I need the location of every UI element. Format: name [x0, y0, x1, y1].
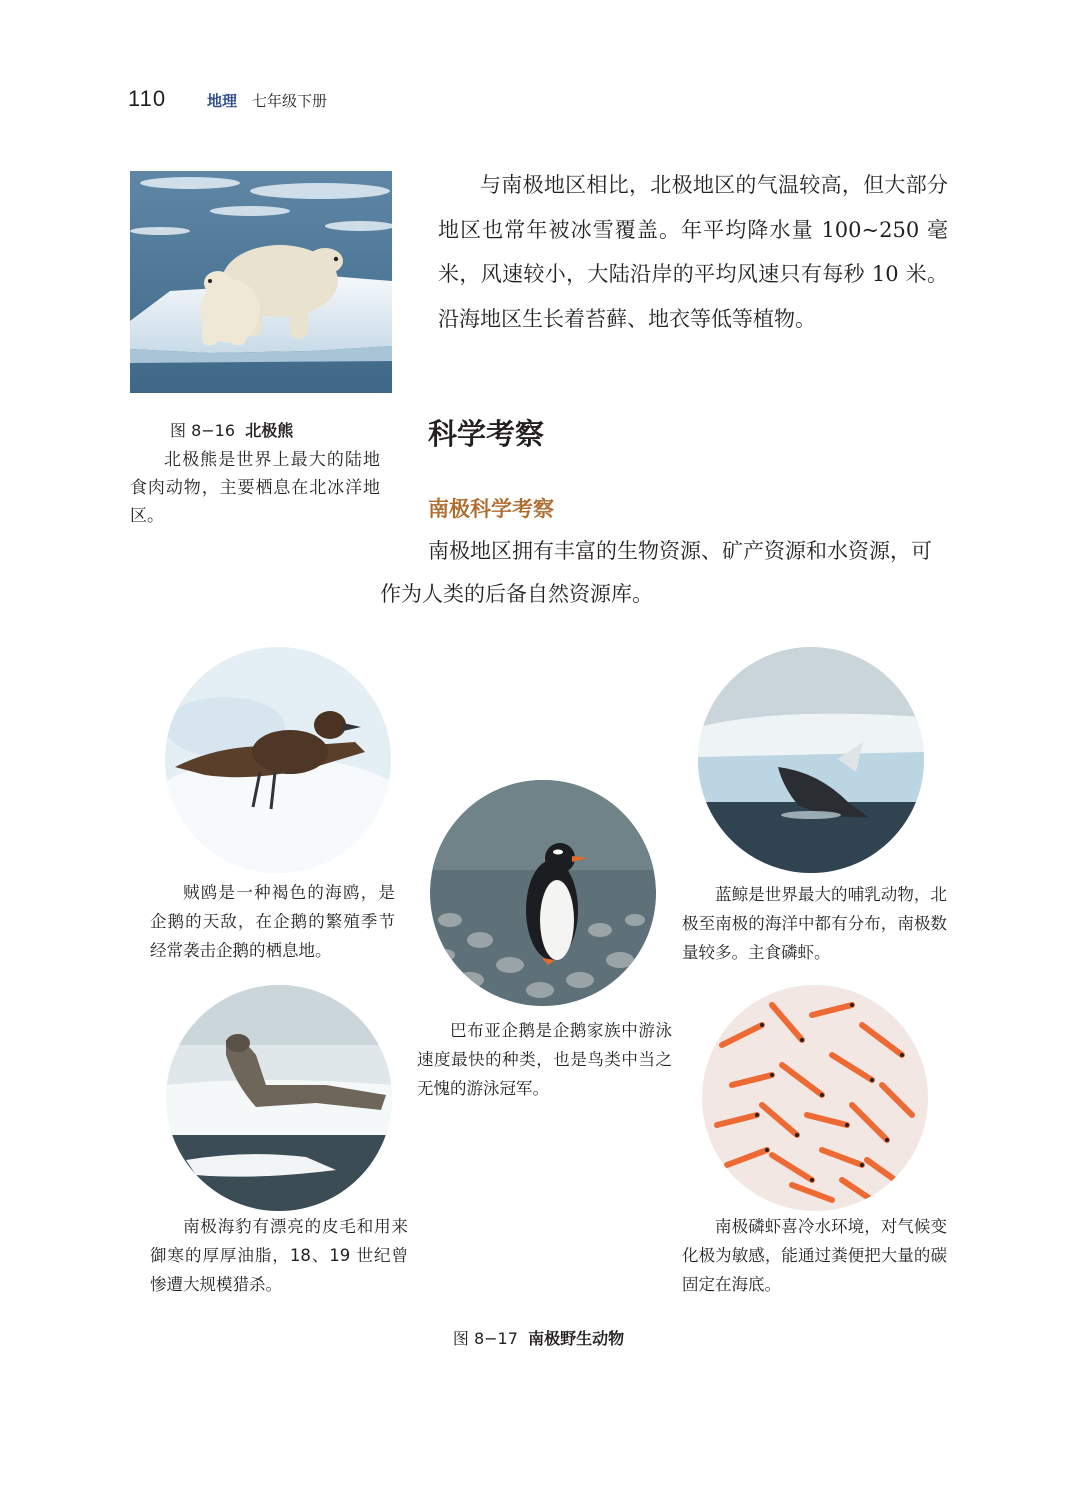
figure-8-17-label — [0, 1326, 1077, 1349]
book-subject: 地理 — [207, 92, 238, 110]
section-title: 科学考察 — [428, 417, 545, 451]
penguin-caption: 巴布亚企鹅是企鹅家族中游泳速度最快的种类，也是鸟类中当之无愧的游泳冠军。 — [417, 1021, 672, 1098]
whale-caption: 蓝鲸是世界最大的哺乳动物，北极至南极的海洋中都有分布，南极数量较多。主食磷虾。 — [682, 885, 947, 962]
polar-bear-photo — [130, 171, 392, 393]
figure-number: 图 8−17 — [452, 1329, 518, 1348]
skua-photo — [165, 647, 391, 873]
subsection-title: 南极科学考察 — [428, 497, 554, 521]
whale-photo — [698, 647, 924, 873]
intro-paragraph: 与南极地区相比，北极地区的气温较高，但大部分地区也常年被冰雪覆盖。年平均降水量 100~250 毫米，风速较小，大陆沿岸的平均风速只有每秒 10 米。沿海地区生长着苔藓、地衣等低等植物。 — [438, 173, 948, 331]
penguin-photo — [430, 780, 656, 1006]
figure-title: 南极野生动物 — [528, 1329, 625, 1348]
figure-number: 图 8−16 — [170, 421, 236, 440]
page-number: 110 — [128, 86, 167, 111]
resources-paragraph — [380, 530, 948, 616]
figure-8-16-label — [170, 418, 293, 441]
krill-photo — [702, 985, 928, 1211]
resources-text: 南极地区拥有丰富的生物资源、矿产资源和水资源，可作为人类的后备自然资源库。 — [380, 539, 932, 606]
seal-photo — [166, 985, 392, 1211]
book-grade: 七年级下册 — [252, 92, 328, 110]
figure-title: 北极熊 — [245, 421, 294, 440]
skua-caption: 贼鸥是一种褐色的海鸥，是企鹅的天敌，在企鹅的繁殖季节经常袭击企鹅的栖息地。 — [150, 883, 395, 960]
polar-bear-caption: 北极熊是世界上最大的陆地食肉动物，主要栖息在北冰洋地区。 — [130, 450, 380, 526]
krill-caption: 南极磷虾喜冷水环境，对气候变化极为敏感，能通过粪便把大量的碳固定在海底。 — [682, 1217, 947, 1294]
seal-caption: 南极海豹有漂亮的皮毛和用来御寒的厚厚油脂，18、19 世纪曾惨遭大规模猎杀。 — [150, 1217, 408, 1294]
